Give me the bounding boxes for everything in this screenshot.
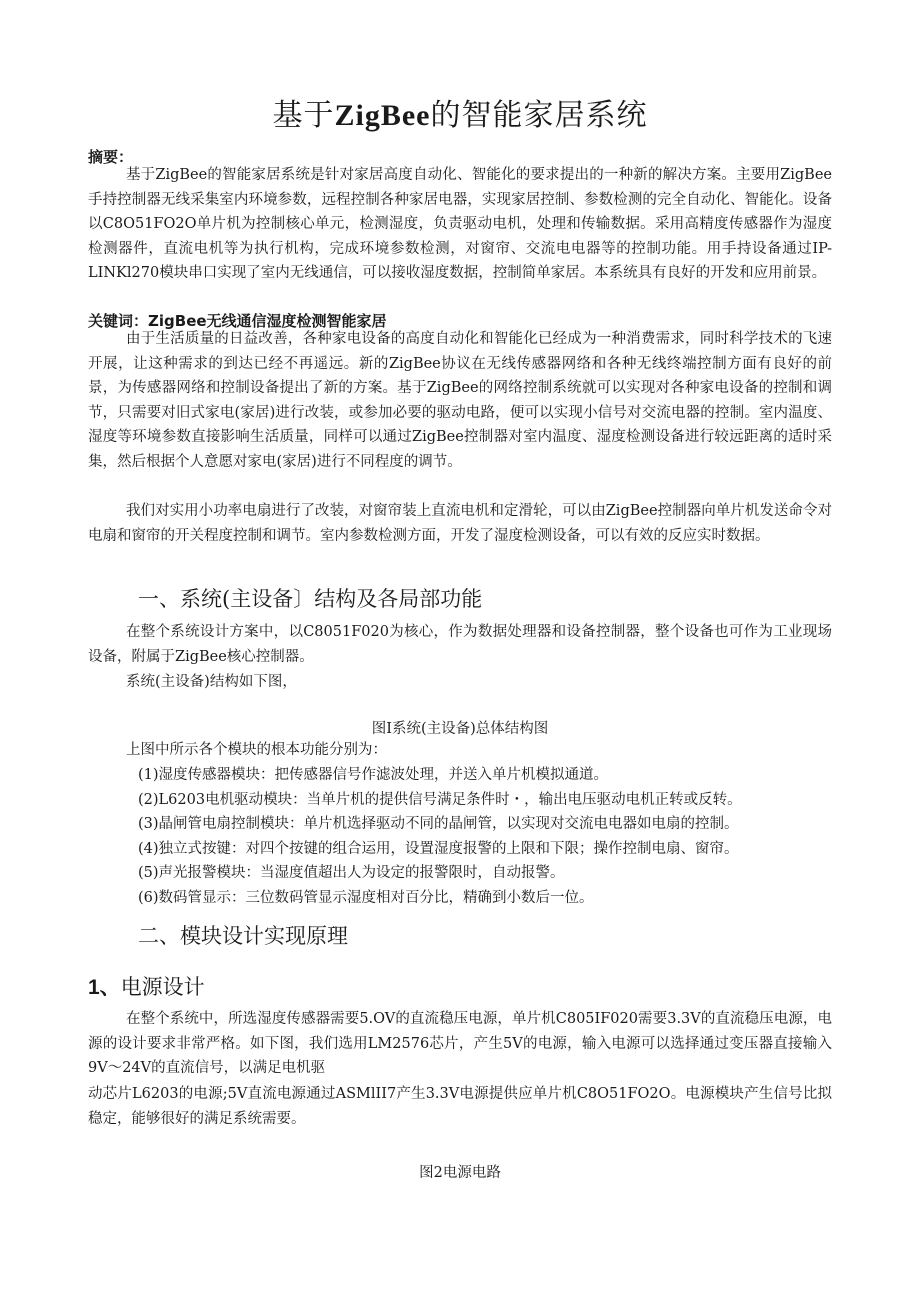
module-item: (3)晶闸管电扇控制模块：单片机选择驱动不同的晶闸管，以实现对交流电电器如电扇的控制。 (138, 816, 739, 832)
modules-list (138, 763, 742, 910)
module-item: (4)独立式按键：对四个按键的组合运用，设置湿度报警的上限和下限；操作控制电扇、窗帘。 (138, 840, 739, 857)
section-2-heading: 二、模块设计实现原理 (138, 924, 348, 948)
title-prefix: 基于 (272, 98, 335, 133)
section-1-paragraph: 在整个系统设计方案中，以C8051F020为核心，作为数据处理器和设备控制器，整个设备也可作为工业现场设备，附属于ZigBee核心控制器。 (88, 624, 832, 665)
intro-paragraph-2: 我们对实用小功率电扇进行了改装，对窗帘装上直流电机和定滑轮，可以由ZigBee控制器向单片机发送命令对电扇和窗帘的开关程度控制和调节。室内参数检测方面，开发了湿度检测设备，可以有效的反应实时数据。 (88, 503, 832, 544)
power-paragraph-1: 在整个系统中，所选湿度传感器需要5.OV的直流稳压电源，单片机C805IF020需要3.3V的直流稳压电源，电源的设计要求非常严格。如下图，我们选用LM2576芯片，产生5V的电源，输入电源可以选择通过变压器直接输入9V～24V的直流信号，以满足电机驱 (88, 1011, 832, 1076)
power-paragraph-2: 动芯片L6203的电源;5V直流电源通过ASMlII7产生3.3V电源提供应单片机C8O51FO2O。电源模块产生信号比拟稳定，能够很好的满足系统需要。 (88, 1086, 832, 1127)
subsection-1-heading (88, 971, 205, 1001)
module-item: (1)湿度传感器模块：把传感器信号作滤波处理，并送入单片机模拟通道。 (138, 767, 609, 783)
structure-intro: 系统(主设备)结构如下图， (126, 674, 297, 690)
title-keyword: ZigBee (334, 99, 431, 132)
subsection-1-number: 1、 (88, 976, 121, 999)
figure-2-caption: 图2电源电路 (419, 1165, 501, 1181)
intro-paragraph-1: 由于生活质量的日益改善，各种家电设备的高度自动化和智能化已经成为一种消费需求，同时科学技术的飞速开展，让这种需求的到达已经不再遥远。新的ZigBee协议在无线传感器网络和各种无线终端控制方面有良好的前景，为传感器网络和控制设备提出了新的方案。基于ZigBee的网络控制系统就可以实现对各种家电设备的控制和调节，只需要对旧式家电(家居)进行改装，或参加必要的驱动电路，便可以实现小信号对交流电器的控制。室内温度、湿度等环境参数直接影响生活质量，同样可以通过ZigBee控制器对室内温度、湿度检测设备进行较远距离的适时采集，然后根据个人意愿对家电(家居)进行不同程度的调节。 (88, 331, 832, 470)
document-title (0, 90, 920, 134)
section-1-heading: 一、系统(主设备〕结构及各局部功能 (138, 587, 483, 611)
keywords-value: ZigBee无线通信湿度检测智能家居 (148, 312, 387, 330)
keywords-label: 关键词： (88, 312, 149, 330)
module-item: (5)声光报警模块：当湿度值超出人为设定的报警限时，自动报警。 (138, 865, 565, 881)
module-item: (6)数码管显示：三位数码管显示湿度相对百分比，精确到小数后一位。 (138, 889, 594, 906)
module-item: (2)L6203电机驱动模块：当单片机的提供信号满足条件时・，输出电压驱动电机正转或反转。 (138, 791, 742, 808)
abstract-text: 基于ZigBee的智能家居系统是针对家居高度自动化、智能化的要求提出的一种新的解决方案。主要用ZigBee手持控制器无线采集室内环境参数，远程控制各种家居电器，实现家居控制、参数检测的完全自动化、智能化。设备以C8O51FO2O单片机为控制核心单元，检测湿度，负责驱动电机，处理和传输数据。采用高精度传感器作为湿度检测器件，直流电机等为执行机构，完成环境参数检测，对窗帘、交流电电器等的控制功能。用手持设备通过IP-LINKl270模块串口实现了室内无线通信，可以接收湿度数据，控制简单家居。本系统具有良好的开发和应用前景。 (88, 167, 832, 281)
title-suffix: 的智能家居系统 (430, 98, 648, 133)
modules-intro: 上图中所示各个模块的根本功能分别为： (126, 742, 387, 758)
abstract-label: 摘要： (88, 148, 134, 166)
subsection-1-title: 电源设计 (120, 975, 205, 999)
figure-1-caption: 图I系统(主设备)总体结构图 (371, 721, 549, 737)
